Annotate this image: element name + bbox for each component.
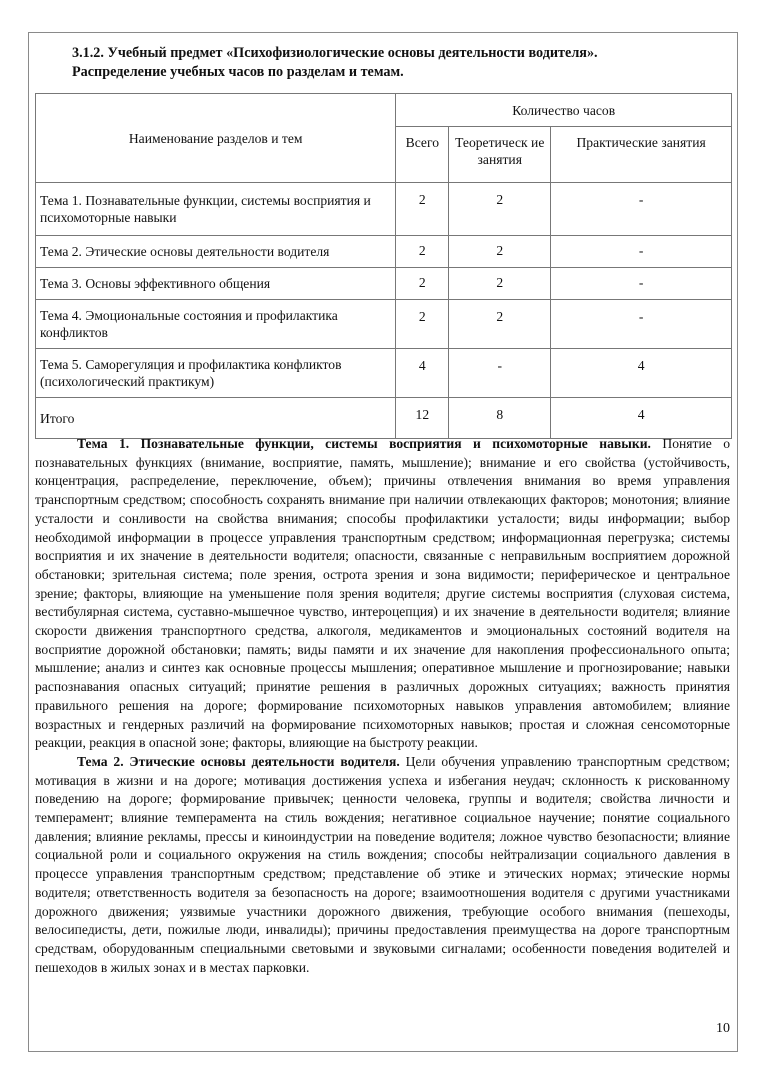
row-practice: -	[551, 300, 732, 349]
row-total: 2	[396, 236, 449, 268]
row-total: 12	[396, 398, 449, 439]
topic-1-paragraph	[35, 435, 730, 753]
row-total: 4	[396, 349, 449, 398]
table-row	[36, 300, 732, 349]
topic-1-title: Тема 1. Познавательные функции, системы восприятия и психомоторные навыки.	[77, 436, 651, 451]
topic-2-title: Тема 2. Этические основы деятельности водителя.	[77, 753, 400, 769]
header-theory: Теоретическ ие занятия	[449, 127, 551, 183]
header-total: Всего	[396, 127, 449, 183]
row-name: Тема 4. Эмоциональные состояния и профилактика конфликтов	[36, 300, 396, 349]
topic-2-paragraph	[35, 753, 730, 977]
table-row	[36, 236, 732, 268]
hours-table	[35, 93, 732, 439]
row-practice: -	[551, 268, 732, 300]
row-theory: 2	[449, 183, 551, 236]
table-row	[36, 349, 732, 398]
row-theory: -	[449, 349, 551, 398]
row-name: Тема 5. Саморегуляция и профилактика конфликтов (психологический практикум)	[36, 349, 396, 398]
row-name: Итого	[36, 398, 396, 439]
row-practice: 4	[551, 398, 732, 439]
page-number: 10	[716, 1021, 730, 1036]
section-heading	[72, 44, 712, 82]
section-heading-line-1: 3.1.2. Учебный предмет «Психофизиологические основы деятельности водителя».	[72, 45, 598, 61]
header-hours: Количество часов	[396, 94, 732, 127]
row-name: Тема 2. Этические основы деятельности водителя	[36, 236, 396, 268]
row-theory: 8	[449, 398, 551, 439]
table-row-total	[36, 398, 732, 439]
row-practice: 4	[551, 349, 732, 398]
row-total: 2	[396, 183, 449, 236]
header-practice: Практические занятия	[551, 127, 732, 183]
row-theory: 2	[449, 268, 551, 300]
body-text	[35, 435, 730, 977]
header-sections: Наименование разделов и тем	[36, 94, 396, 183]
table-row	[36, 268, 732, 300]
table-row	[36, 183, 732, 236]
row-theory: 2	[449, 300, 551, 349]
section-heading-line-2: Распределение учебных часов по разделам и темам.	[72, 64, 404, 80]
row-theory: 2	[449, 236, 551, 268]
row-total: 2	[396, 268, 449, 300]
row-practice: -	[551, 183, 732, 236]
row-name: Тема 3. Основы эффективного общения	[36, 268, 396, 300]
row-total: 2	[396, 300, 449, 349]
topic-2-text: Цели обучения управлению транспортным средством; мотивация в жизни и на дороге; мотивация достижения успеха и избегания неудач; склонность к рискованному поведению на дороге; формирование привычек; ценности человека, группы и водителя; свойства личности и темперамент; влияние темперамента на стиль вождения; негативное социальное научение; понятие социального давления; влияние рекламы, прессы и киноиндустрии на поведение водителя; ложное чувство безопасности; влияние социальной роли и социального окружения на стиль вождения; способы нейтрализации социального давления в процессе управления транспортным средством; представление об этике и этических нормах; этические нормы водителя; ответственность водителя за безопасность на дороге; взаимоотношения водителя с другими участниками дорожного движения; уязвимые участники дорожного движения, требующие особого внимания (пешеходы, велосипедисты, дети, пожилые люди, инвалиды); причины предоставления преимущества на дороге транспортным средствам, оборудованным специальными световыми и звуковыми сигналами; особенности поведения водителей и пешеходов в жилых зонах и в местах парковки.	[35, 753, 730, 975]
topic-1-text: Понятие о познавательных функциях (внимание, восприятие, память, мышление); внимание и его свойства (устойчивость, концентрация, распределение, переключение, объем); причины отвлечения внимания во время управления транспортным средством; способность сохранять внимание при наличии отвлекающих факторов; монотония; влияние усталости и сонливости на свойства внимания; способы профилактики усталости; виды информации; выбор необходимой информации в процессе управления транспортным средством; информационная перегрузка; системы восприятия и их значение в деятельности водителя; опасности, связанные с неправильным восприятием дорожной обстановки; зрительная система; поле зрения, острота зрения и зона видимости; периферическое и центральное зрение; факторы, влияющие на уменьшение поля зрения водителя; другие системы восприятия (слуховая система, вестибулярная система, суставно-мышечное чувство, интероцепция) и их значение в деятельности водителя; влияние скорости движения транспортного средства, алкоголя, медикаментов и эмоциональных состояний водителя на восприятие дорожной обстановки; память; виды памяти и их значение для накопления профессионального опыта; мышление; анализ и синтез как основные процессы мышления; оперативное мышление и прогнозирование; навыки распознавания опасных ситуаций; принятие решения в различных дорожных ситуациях; важность принятия правильного решения на дороге; формирование психомоторных навыков управления автомобилем; влияние возрастных и гендерных различий на формирование психомоторных навыков; простая и сложная сенсомоторные реакции, реакция в опасной зоне; факторы, влияющие на быстроту реакции.	[35, 436, 730, 751]
row-name: Тема 1. Познавательные функции, системы восприятия и психомоторные навыки	[36, 183, 396, 236]
row-practice: -	[551, 236, 732, 268]
